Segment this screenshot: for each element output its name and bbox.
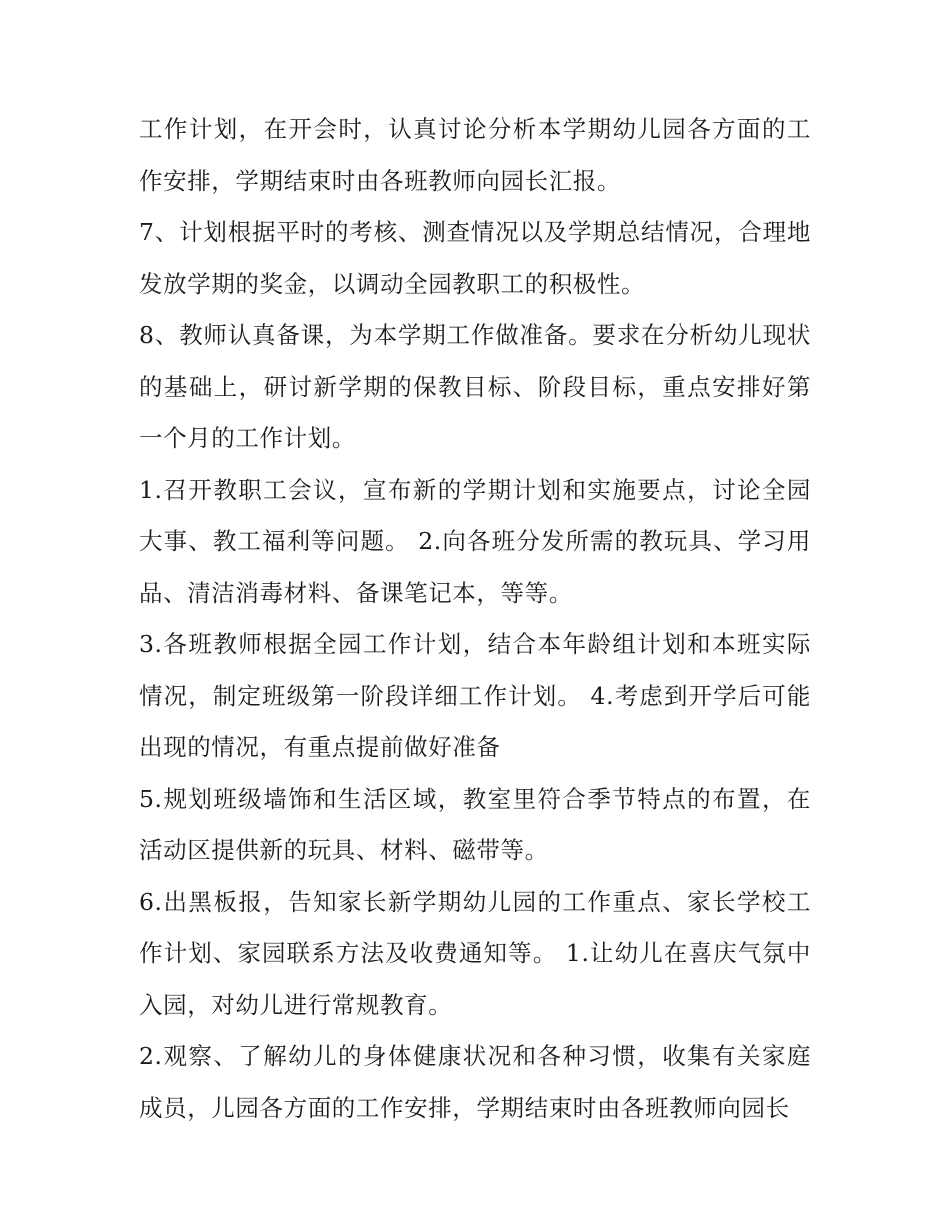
paragraph: 1.召开教职工会议，宣布新的学期计划和实施要点，讨论全园大事、教工福利等问题。 2.向各班分发所需的教玩具、学习用品、清洁消毒材料、备课笔记本，等等。 [139, 475, 811, 607]
paragraph: 工作计划，在开会时，认真讨论分析本学期幼儿园各方面的工作安排，学期结束时由各班教师向园长汇报。 [139, 115, 811, 195]
paragraph: 7、计划根据平时的考核、测查情况以及学期总结情况，合理地发放学期的奖金，以调动全园教职工的积极性。 [139, 218, 811, 298]
paragraph: 8、教师认真备课，为本学期工作做准备。要求在分析幼儿现状的基础上，研讨新学期的保教目标、阶段目标，重点安排好第一个月的工作计划。 [139, 321, 811, 452]
paragraph: 2.观察、了解幼儿的身体健康状况和各种习惯，收集有关家庭成员，儿园各方面的工作安排，学期结束时由各班教师向园长 [139, 1042, 811, 1122]
paragraph: 5.规划班级墙饰和生活区域，教室里符合季节特点的布置，在活动区提供新的玩具、材料、磁带等。 [139, 784, 811, 864]
paragraph: 6.出黑板报，告知家长新学期幼儿园的工作重点、家长学校工作计划、家园联系方法及收费通知等。 1.让幼儿在喜庆气氛中入园，对幼儿进行常规教育。 [139, 887, 811, 1019]
paragraph: 3.各班教师根据全园工作计划，结合本年龄组计划和本班实际情况，制定班级第一阶段详细工作计划。 4.考虑到开学后可能出现的情况，有重点提前做好准备 [139, 630, 811, 761]
document-body [139, 104, 811, 1134]
